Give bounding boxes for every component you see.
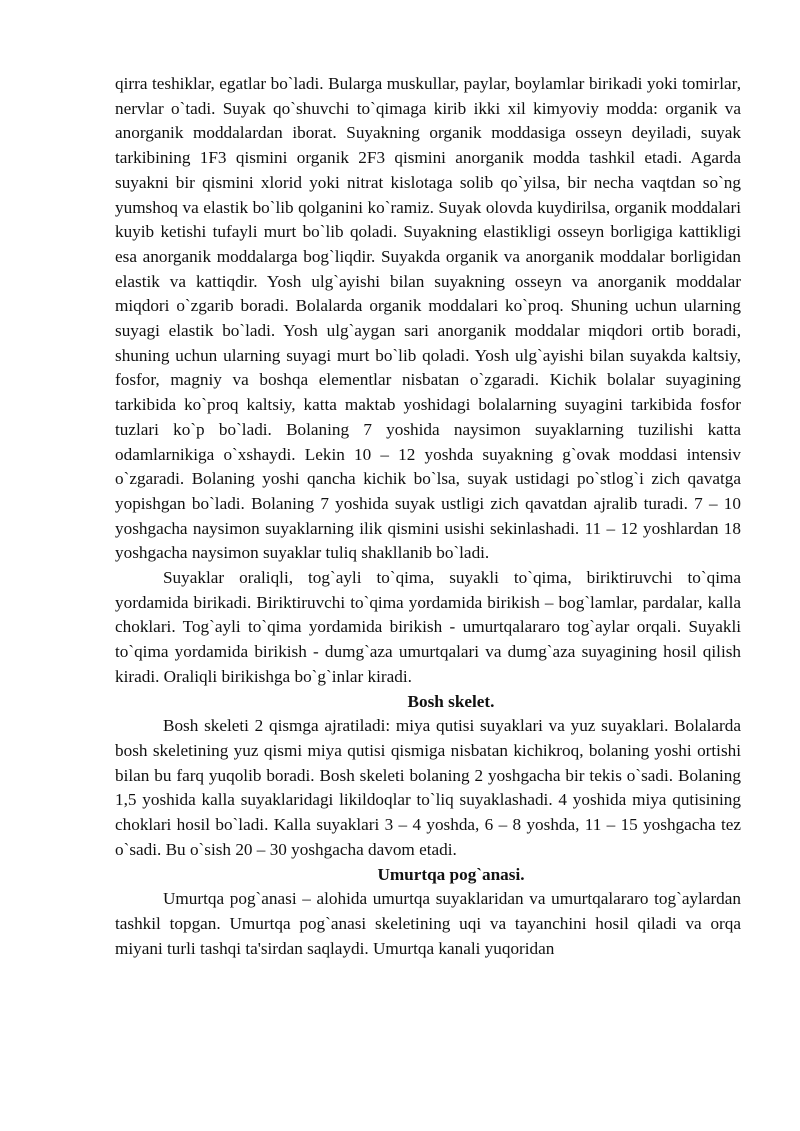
section-heading-spinal-column: Umurtqa pog`anasi.	[377, 864, 525, 884]
section-heading-head-skeleton: Bosh skelet.	[407, 691, 495, 711]
paragraph-bone-joints: Suyaklar oraliqli, tog`ayli to`qima, suyakli to`qima, biriktiruvchi to`qima yordamida birikadi. Biriktiruvchi to`qima yordamida birikish – bog`lamlar, pardalar, kalla choklari. Tog`ayli to`qima yordamida birikish - umurtqalararo tog`aylar orqali. Suyakli to`qima yordamida birikish - dumg`aza umurtqalari va dumg`aza suyagining hosil qilish kiradi. Oraliqli birikishga bo`g`inlar kiradi.	[115, 568, 741, 686]
document-page	[115, 72, 741, 961]
paragraph-spinal-column: Umurtqa pog`anasi – alohida umurtqa suyaklaridan va umurtqalararo tog`aylardan tashkil topgan. Umurtqa pog`anasi skeletining uqi va tayanchini hosil qiladi va orqa miyani turli tashqi ta'sirdan saqlaydi. Umurtqa kanali yuqoridan	[115, 889, 741, 958]
paragraph-head-skeleton: Bosh skeleti 2 qismga ajratiladi: miya qutisi suyaklari va yuz suyaklari. Bolalarda bosh skeletining yuz qismi miya qutisi qismiga nisbatan kichikroq, bolaning yoshi ortishi bilan bu farq yuqolib boradi. Bosh skeleti bolaning 2 yoshgacha bir tekis o`sadi. Bolaning 1,5 yoshida kalla suyaklaridagi likildoqlar to`liq suyaklashadi. 4 yoshida miya qutisining choklari hosil bo`ladi. Kalla suyaklari 3 – 4 yoshda, 6 – 8 yoshda, 11 – 15 yoshgacha tez o`sadi. Bu o`sish 20 – 30 yoshgacha davom etadi.	[115, 716, 741, 859]
paragraph-bone-composition: qirra teshiklar, egatlar bo`ladi. Bularga muskullar, paylar, boylamlar birikadi yoki tomirlar, nervlar o`tadi. Suyak qo`shuvchi to`qimaga kirib ikki xil kimyoviy modda: organik va anorganik moddalardan iborat. Suyakning organik moddasiga osseyn deyiladi, suyak tarkibining 1F3 qismini organik 2F3 qismini anorganik modda tashkil etadi. Agarda suyakni bir qismini xlorid yoki nitrat kislotaga solib qo`yilsa, bir necha vaqtdan so`ng yumshoq va elastik bo`lib qolganini ko`ramiz. Suyak olovda kuydirilsa, organik moddalari kuyib ketishi tufayli murt bo`lib qoladi. Suyakning elastikligi osseyn borligiga kattikligi esa anorganik moddalarga bog`liqdir. Suyakda organik va anorganik moddalar borligidan elastik va kattiqdir. Yosh ulg`ayishi bilan suyakning osseyn va anorganik moddalar miqdori o`zgarib boradi. Bolalarda organik moddalari ko`proq. Shuning uchun ularning suyagi elastik bo`ladi. Yosh ulg`aygan sari anorganik moddalar miqdori ortib boradi, shuning uchun ularning suyagi murt bo`lib qoladi. Yosh ulg`ayishi bilan suyakda kaltsiy, fosfor, magniy va boshqa elementlar nisbatan o`zgaradi. Kichik bolalar suyagining tarkibida ko`proq kaltsiy, katta maktab yoshidagi bolalarning suyagini tarkibida fosfor tuzlari ko`p bo`ladi. Bolaning 7 yoshida naysimon suyaklarning tuzilishi katta odamlarnikiga o`xshaydi. Lekin 10 – 12 yoshda suyakning g`ovak moddasi intensiv o`zgaradi. Bolaning yoshi qancha kichik bo`lsa, suyak ustidagi po`stlog`i zich qavatga yopishgan bo`ladi. Bolaning 7 yoshida suyak ustligi zich qavatdan ajralib turadi. 7 – 10 yoshgacha naysimon suyaklarning ilik qismini usishi sekinlashadi. 11 – 12 yoshlardan 18 yoshgacha naysimon suyaklar tuliq shakllanib bo`ladi.	[115, 74, 741, 563]
